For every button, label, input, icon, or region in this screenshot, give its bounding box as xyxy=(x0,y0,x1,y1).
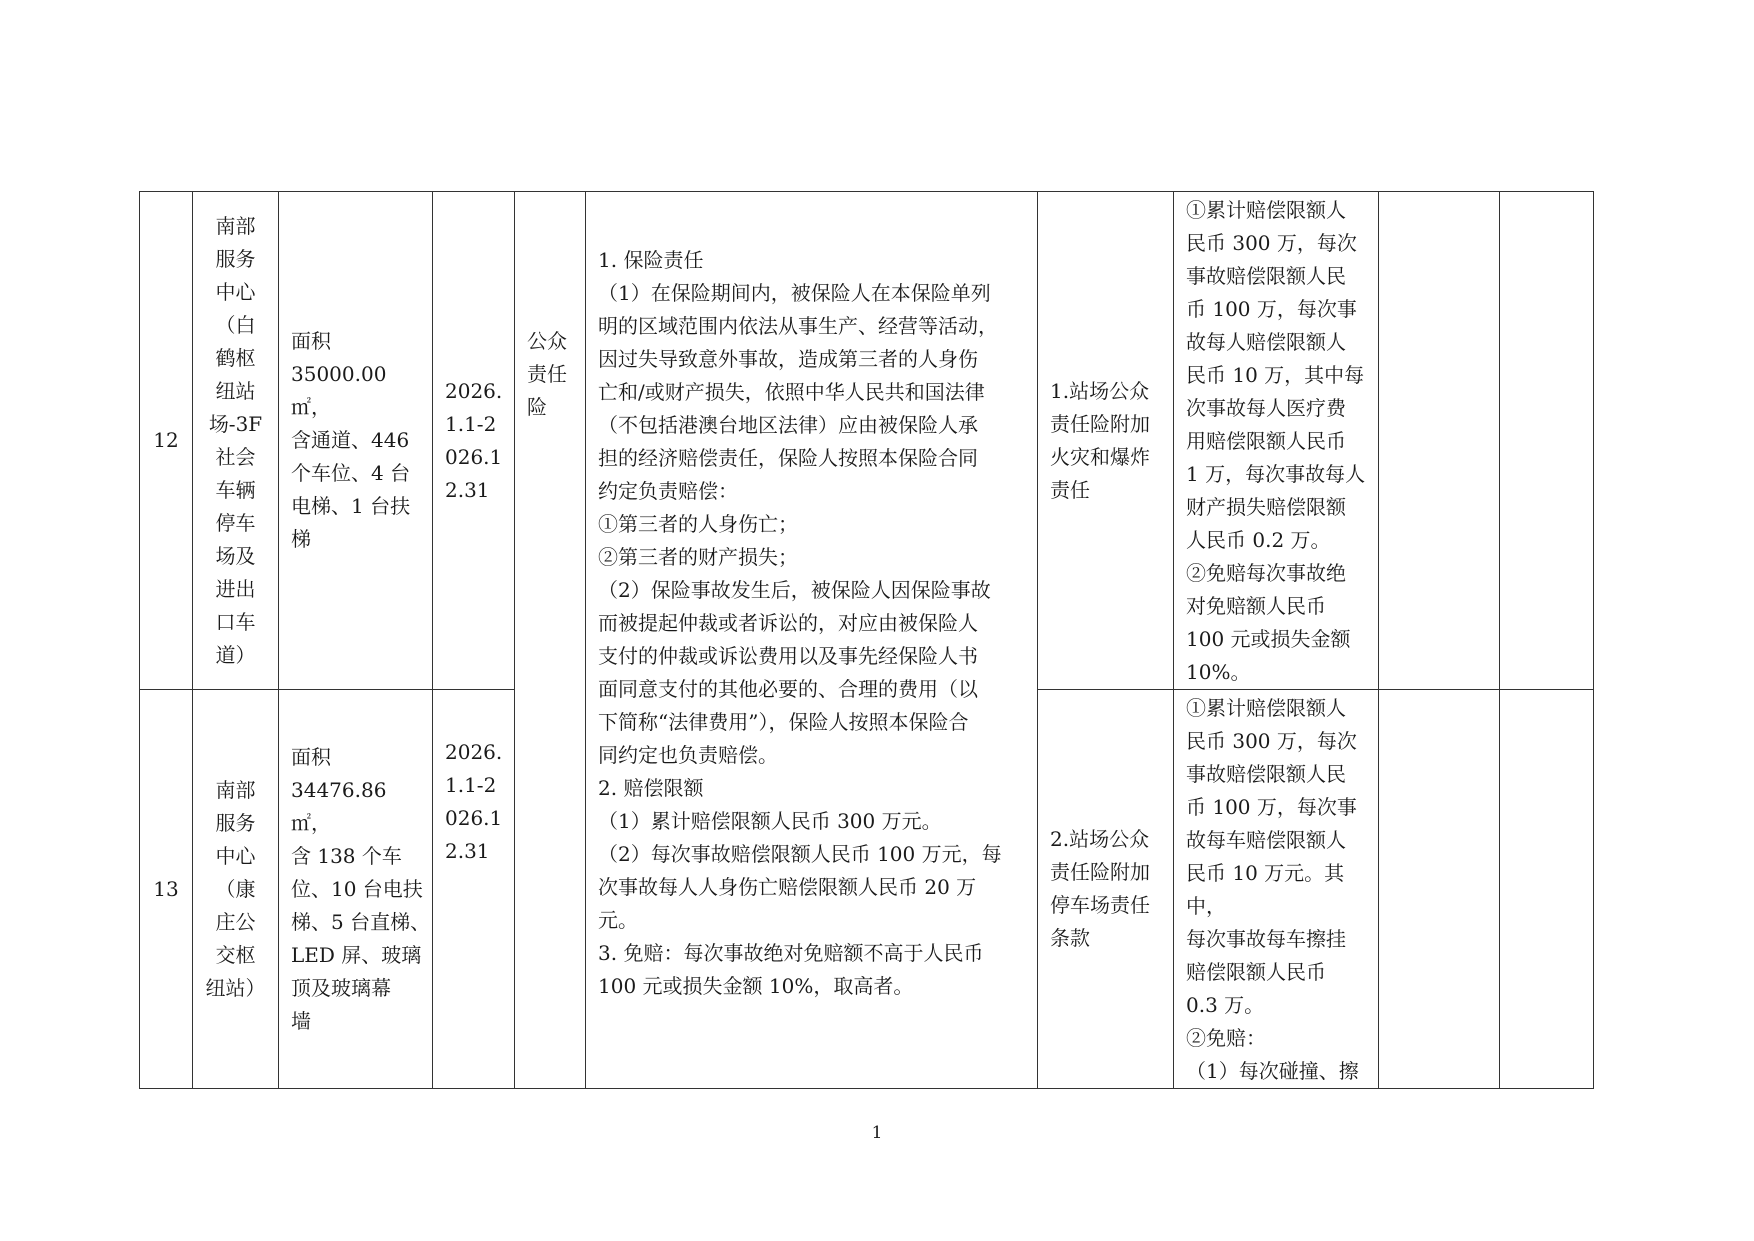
empty-cell xyxy=(1379,690,1500,1089)
limit-details: ①累计赔偿限额人 民币 300 万，每次 事故赔偿限额人民 币 100 万，每次事 故每车赔偿限额人 民币 10 万元。其中， 每次事故每车擦挂 赔偿限额人民币 0.3 万。 ②免赔： （1）每次碰撞、擦 xyxy=(1186,696,1359,1083)
clause-line: 约定负责赔偿： xyxy=(598,479,738,503)
clause-line: 3. 免赔：每次事故绝对免赔额不高于人民币 xyxy=(598,941,984,965)
row-number-cell xyxy=(140,690,193,1089)
clause-line: 100 元或损失金额 10%，取高者。 xyxy=(598,974,914,998)
clause-line: 同约定也负责赔偿。 xyxy=(598,743,778,767)
limit-details: ①累计赔偿限额人 民币 300 万，每次 事故赔偿限额人民 币 100 万，每次事 故每人赔偿限额人 民币 10 万，其中每 次事故每人医疗费 用赔偿限额人民币 1 万，每次事故每人 财产损失赔偿限额 人民币 0.2 万。 ②免赔每次事故绝 对免赔额人民币 100 元或损失金额 10%。 xyxy=(1186,198,1366,684)
insured-subject-cell xyxy=(279,192,433,690)
coverage-clause-cell xyxy=(586,192,1038,1089)
additional-clause-cell xyxy=(1038,690,1174,1089)
clause-line: ②第三者的财产损失； xyxy=(598,545,798,569)
additional-clause: 2.站场公众 责任险附加 停车场责任 条款 xyxy=(1050,827,1150,950)
clause-line: 而被提起仲裁或者诉讼的，对应由被保险人 xyxy=(598,611,978,635)
clause-line: 亡和/或财产损失，依照中华人民共和国法律 xyxy=(598,380,985,404)
clause-line: 因过失导致意外事故，造成第三者的人身伤 xyxy=(598,347,978,371)
clause-line: 次事故每人人身伤亡赔偿限额人民币 20 万 xyxy=(598,875,977,899)
additional-clause: 1.站场公众 责任险附加 火灾和爆炸 责任 xyxy=(1050,378,1150,502)
empty-cell xyxy=(1379,192,1500,690)
clause-line: （2）每次事故赔偿限额人民币 100 万元，每 xyxy=(598,842,1002,866)
row-number: 13 xyxy=(153,876,179,901)
insurance-type-cell xyxy=(515,192,586,1089)
insured-subject: 面积 34476.86 ㎡， 含 138 个车 位、10 台电扶 梯、5 台直梯、 LED 屏、玻璃 顶及玻璃幕 墙 xyxy=(291,744,431,1033)
clause-line: ①第三者的人身伤亡； xyxy=(598,512,798,536)
insurance-period: 2026. 1.1-2 026.1 2.31 xyxy=(445,378,503,502)
clause-line: 支付的仲裁或诉讼费用以及事先经保险人书 xyxy=(598,644,978,668)
insurance-period: 2026. 1.1-2 026.1 2.31 xyxy=(445,740,503,863)
location-name: 南部 服务 中心 （康 庄公 交枢 纽站） xyxy=(205,777,266,1000)
clause-line: （不包括港澳台地区法律）应由被保险人承 xyxy=(598,413,978,437)
clause-line: 下简称“法律费用”），保险人按照本保险合 xyxy=(598,710,969,734)
table-row xyxy=(140,192,1594,690)
clause-line: 1. 保险责任 xyxy=(598,248,704,272)
empty-cell xyxy=(1500,192,1594,690)
location-cell xyxy=(193,192,279,690)
location-cell xyxy=(193,690,279,1089)
coverage-clause xyxy=(586,192,1037,1003)
clause-line: 担的经济赔偿责任，保险人按照本保险合同 xyxy=(598,446,978,470)
clause-line: 明的区域范围内依法从事生产、经营等活动， xyxy=(598,314,998,338)
insured-subject-cell xyxy=(279,690,433,1089)
clause-line: （1）在保险期间内，被保险人在本保险单列 xyxy=(598,281,991,305)
insurance-period-cell xyxy=(433,690,515,1089)
clause-line: 2. 赔偿限额 xyxy=(598,776,704,800)
page-number: 1 xyxy=(871,1123,883,1143)
row-number: 12 xyxy=(153,428,179,452)
insurance-period-cell xyxy=(433,192,515,690)
clause-line: （1）累计赔偿限额人民币 300 万元。 xyxy=(598,809,942,833)
clause-line: 元。 xyxy=(598,908,638,932)
additional-clause-cell xyxy=(1038,192,1174,690)
clause-line: 面同意支付的其他必要的、合理的费用（以 xyxy=(598,677,978,701)
limit-cell xyxy=(1174,192,1379,690)
location-name: 南部 服务 中心 （白 鹤枢 纽站 场-3F 社会 车辆 停车 场及 进出 口车 道） xyxy=(208,213,263,667)
empty-cell xyxy=(1500,690,1594,1089)
row-number-cell xyxy=(140,192,193,690)
insurance-schedule-table xyxy=(139,191,1594,1089)
clause-line: （2）保险事故发生后，被保险人因保险事故 xyxy=(598,578,991,602)
insured-subject: 面积 35000.00 ㎡， 含通道、446 个车位、4 台 电梯、1 台扶 梯 xyxy=(291,329,411,551)
limit-cell xyxy=(1174,690,1379,1089)
insurance-type: 公众 责任 险 xyxy=(527,329,567,419)
